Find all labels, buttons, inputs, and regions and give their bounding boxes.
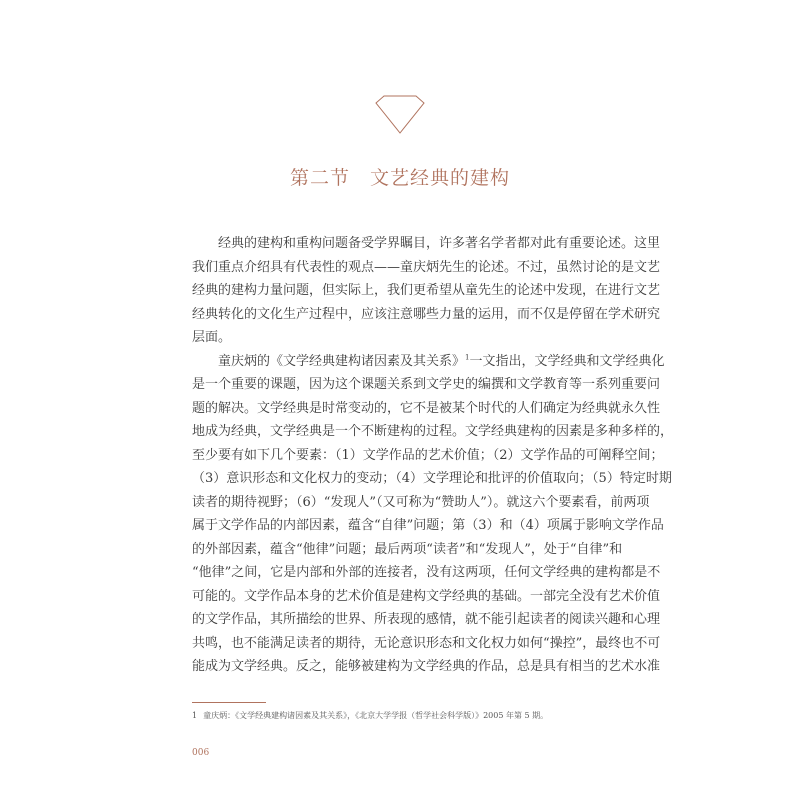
text-line: 我们重点介绍具有代表性的观点——童庆炳先生的论述。不过，虽然讨论的是文艺 bbox=[192, 259, 661, 275]
text-line: 可能的。文学作品本身的艺术价值是建构文学经典的基础。一部完全没有艺术价值 bbox=[192, 588, 661, 604]
paragraph-2 bbox=[192, 350, 674, 679]
text-segment: 一文指出，文学经典和文学经典化 bbox=[469, 353, 665, 369]
text-line bbox=[192, 350, 665, 374]
text-line: 经典的建构力量问题，但实际上，我们更希望从童先生的论述中发现，在进行文艺 bbox=[192, 283, 661, 298]
text-line: （3）意识形态和文化权力的变动；（4）文学理论和批评的价值取向；（5）特定时期 bbox=[192, 471, 672, 486]
paragraph-1 bbox=[192, 232, 661, 350]
text-line: 读者的期待视野；（6）“发现人”（又可称为“赞助人”）。就这六个要素看，前两项 bbox=[192, 494, 650, 510]
text-line: 题的解决。文学经典是时常变动的，它不是被某个时代的人们确定为经典就永久性 bbox=[192, 400, 661, 416]
text-segment: 童庆炳的《文学经典建构诸因素及其关系》 bbox=[218, 353, 466, 369]
text-line: 属于文学作品的内部因素，蕴含“自律”问题；第（3）和（4）项属于影响文学作品 bbox=[192, 518, 664, 533]
text-line: 能成为文学经典。反之，能够被建构为文学经典的作品，总是具有相当的艺术水准 bbox=[192, 659, 661, 674]
footnote-marker: 1 bbox=[465, 353, 470, 362]
text-line: 至少要有如下几个要素：（1）文学作品的艺术价值；（2）文学作品的可阐释空间； bbox=[192, 447, 664, 463]
footnote-divider bbox=[192, 702, 266, 703]
text-line: 经典转化的文化生产过程中，应该注意哪些力量的运用，而不仅是停留在学术研究 bbox=[192, 306, 661, 322]
page-number: 006 bbox=[192, 748, 210, 758]
diamond-icon bbox=[374, 95, 426, 135]
body-text bbox=[192, 232, 674, 679]
footnote-text: 童庆炳：《文学经典建构诸因素及其关系》，《北京大学学报（哲学社会科学版）》2005 年第 5 期。 bbox=[203, 711, 549, 720]
text-line: 是一个重要的课题，因为这个课题关系到文学史的编撰和文学教育等一系列重要问 bbox=[192, 377, 661, 392]
text-line: 的外部因素，蕴含“他律”问题；最后两项“读者”和“发现人”，处于“自律”和 bbox=[192, 541, 623, 557]
text-line: “他律”之间，它是内部和外部的连接者，没有这两项，任何文学经典的建构都是不 bbox=[192, 565, 661, 580]
text-line: 共鸣，也不能满足读者的期待，无论意识形态和文化权力如何“操控”，最终也不可 bbox=[192, 635, 661, 651]
text-line: 的文学作品，其所描绘的世界、所表现的感情，就不能引起读者的阅读兴趣和心理 bbox=[192, 612, 661, 627]
text-line: 经典的建构和重构问题备受学界瞩目，许多著名学者都对此有重要论述。这里 bbox=[218, 236, 661, 251]
footnote bbox=[192, 710, 612, 722]
text-line: 地成为经典，文学经典是一个不断建构的过程。文学经典建构的因素是多种多样的， bbox=[192, 424, 674, 439]
footnote-number: 1 bbox=[192, 711, 198, 720]
section-title: 第二节 文艺经典的建构 bbox=[289, 167, 510, 189]
text-line: 层面。 bbox=[192, 330, 232, 345]
